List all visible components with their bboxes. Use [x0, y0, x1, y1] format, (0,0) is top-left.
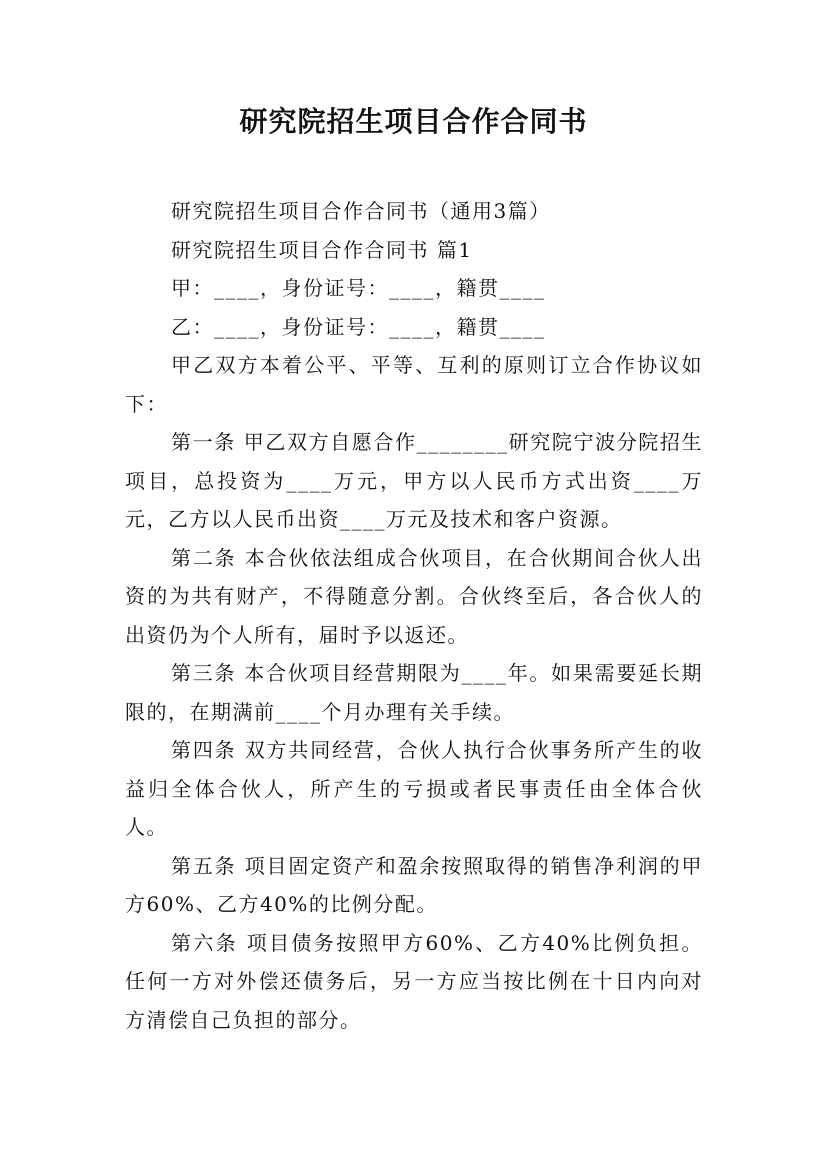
paragraph-article-4: 第四条 双方共同经营，合伙人执行合伙事务所产生的收益归全体合伙人，所产生的亏损或者民事责任由全体合伙人。 [125, 738, 703, 839]
paragraph-subtitle: 研究院招生项目合作合同书（通用3篇） [171, 199, 551, 223]
document-title: 研究院招生项目合作合同书 [239, 105, 588, 138]
paragraph-article-1: 第一条 甲乙双方自愿合作________研究院宁波分院招生项目，总投资为____万元，甲方以人民币方式出资____万元，乙方以人民币出资____万元及技术和客户资源。 [125, 430, 703, 531]
paragraph-article-2: 第二条 本合伙依法组成合伙项目，在合伙期间合伙人出资的为共有财产，不得随意分割。合伙终至后，各合伙人的出资仍为个人所有，届时予以返还。 [125, 545, 703, 647]
paragraph-party-b: 乙：____，身份证号：____，籍贯____ [171, 314, 546, 339]
paragraph-section-heading: 研究院招生项目合作合同书 篇1 [171, 237, 473, 262]
document-body [125, 192, 703, 1039]
paragraph-article-5: 第五条 项目固定资产和盈余按照取得的销售净利润的甲方60%、乙方40%的比例分配。 [125, 853, 703, 916]
paragraph-article-3: 第三条 本合伙项目经营期限为____年。如果需要延长期限的，在期满前____个月办理有关手续。 [125, 661, 703, 724]
paragraph-article-6: 第六条 项目债务按照甲方60%、乙方40%比例负担。任何一方对外偿还债务后，另一方应当按比例在十日内向对方清偿自己负担的部分。 [125, 930, 703, 1032]
paragraph-preamble: 甲乙双方本着公平、平等、互利的原则订立合作协议如下： [125, 353, 703, 416]
paragraph-party-a: 甲：____，身份证号：____，籍贯____ [171, 276, 546, 300]
